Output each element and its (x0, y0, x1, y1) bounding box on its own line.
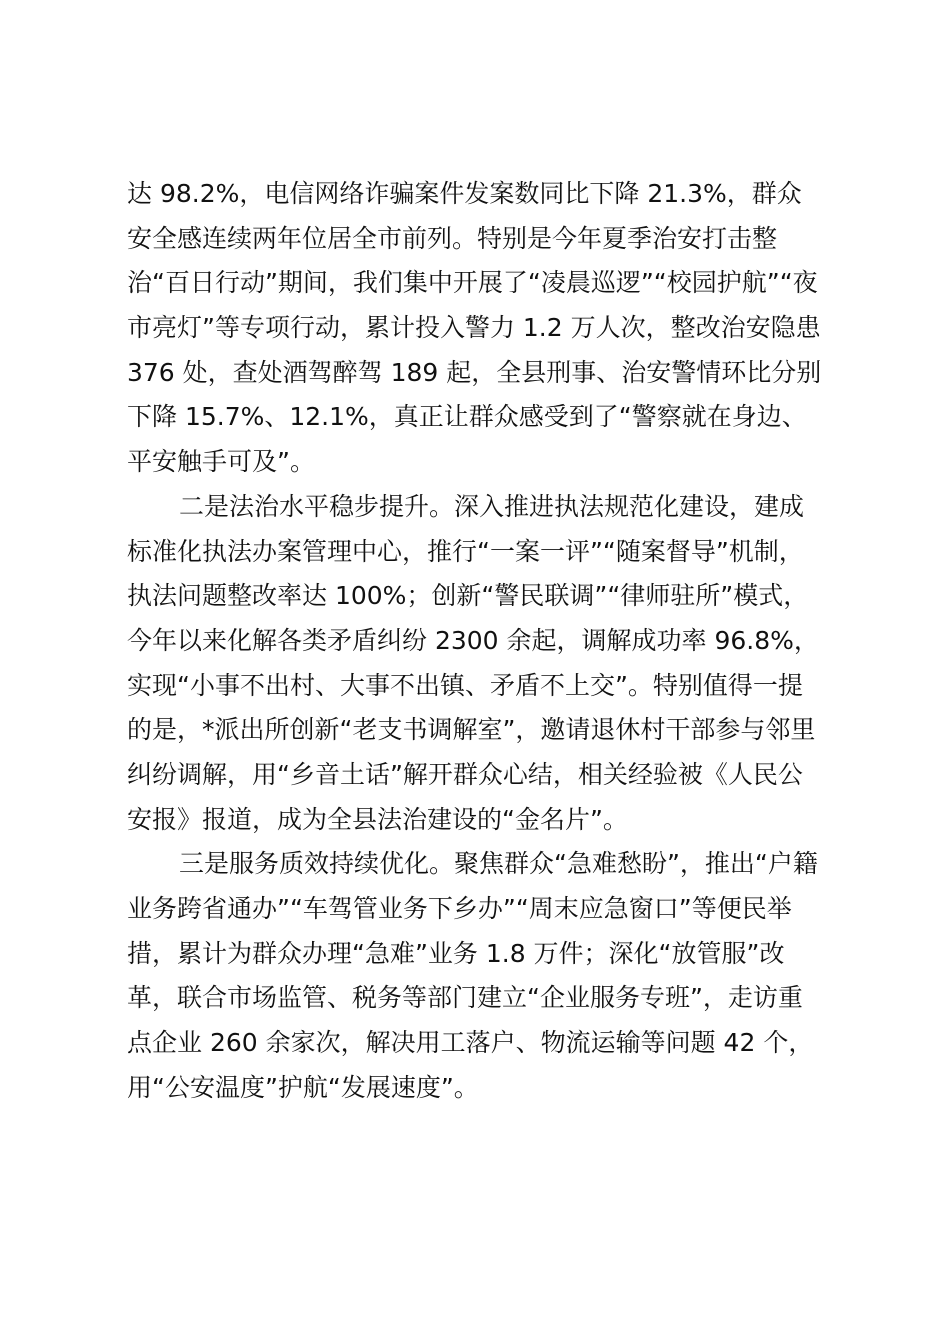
text-line: 的是，*派出所创新“老支书调解室”，邀请退休村干部参与邻里 (127, 715, 816, 745)
text-line: 用“公安温度”护航“发展速度”。 (127, 1072, 479, 1102)
text-line: 二是法治水平稳步提升。深入推进执法规范化建设，建成 (179, 491, 805, 521)
text-line: 实现“小事不出村、大事不出镇、矛盾不上交”。特别值得一提 (127, 670, 803, 700)
text-line: 标准化执法办案管理中心，推行“一案一评”“随案督导”机制， (127, 536, 804, 566)
text-line: 安报》报道，成为全县法治建设的“金名片”。 (127, 804, 628, 834)
text-line: 执法问题整改率达 100%；创新“警民联调”“律师驻所”模式， (127, 581, 809, 611)
text-line: 业务跨省通办”“车驾管业务下乡办”“周末应急窗口”等便民举 (127, 894, 792, 923)
document-body (127, 172, 837, 1110)
text-line: 纠纷调解，用“乡音土话”解开群众心结，相关经验被《人民公 (127, 759, 803, 789)
text-line: 三是服务质效持续优化。聚焦群众“急难愁盼”，推出“户籍 (179, 849, 818, 879)
text-line: 点企业 260 余家次，解决用工落户、物流运输等问题 42 个， (127, 1028, 814, 1058)
text-line: 治“百日行动”期间，我们集中开展了“凌晨巡逻”“校园护航”“夜 (127, 268, 818, 298)
paragraph-rule-of-law (127, 485, 837, 843)
text-line: 376 处，查处酒驾醉驾 189 起，全县刑事、治安警情环比分别 (127, 357, 822, 387)
text-line: 安全感连续两年位居全市前列。特别是今年夏季治安打击整 (127, 223, 778, 253)
text-line: 达 98.2%，电信网络诈骗案件发案数同比下降 21.3%，群众 (127, 179, 802, 208)
text-line: 革，联合市场监管、税务等部门建立“企业服务专班”，走访重 (127, 983, 803, 1013)
text-line: 措，累计为群众办理“急难”业务 1.8 万件；深化“放管服”改 (127, 938, 785, 968)
text-line: 市亮灯”等专项行动，累计投入警力 1.2 万人次，整改治安隐患 (127, 313, 821, 343)
paragraph-public-security-results (127, 172, 837, 485)
text-line: 平安触手可及”。 (127, 447, 315, 477)
text-line: 下降 15.7%、12.1%，真正让群众感受到了“警察就在身边、 (127, 402, 807, 432)
paragraph-service-quality (127, 842, 837, 1110)
text-line: 今年以来化解各类矛盾纠纷 2300 余起，调解成功率 96.8%， (127, 625, 819, 655)
